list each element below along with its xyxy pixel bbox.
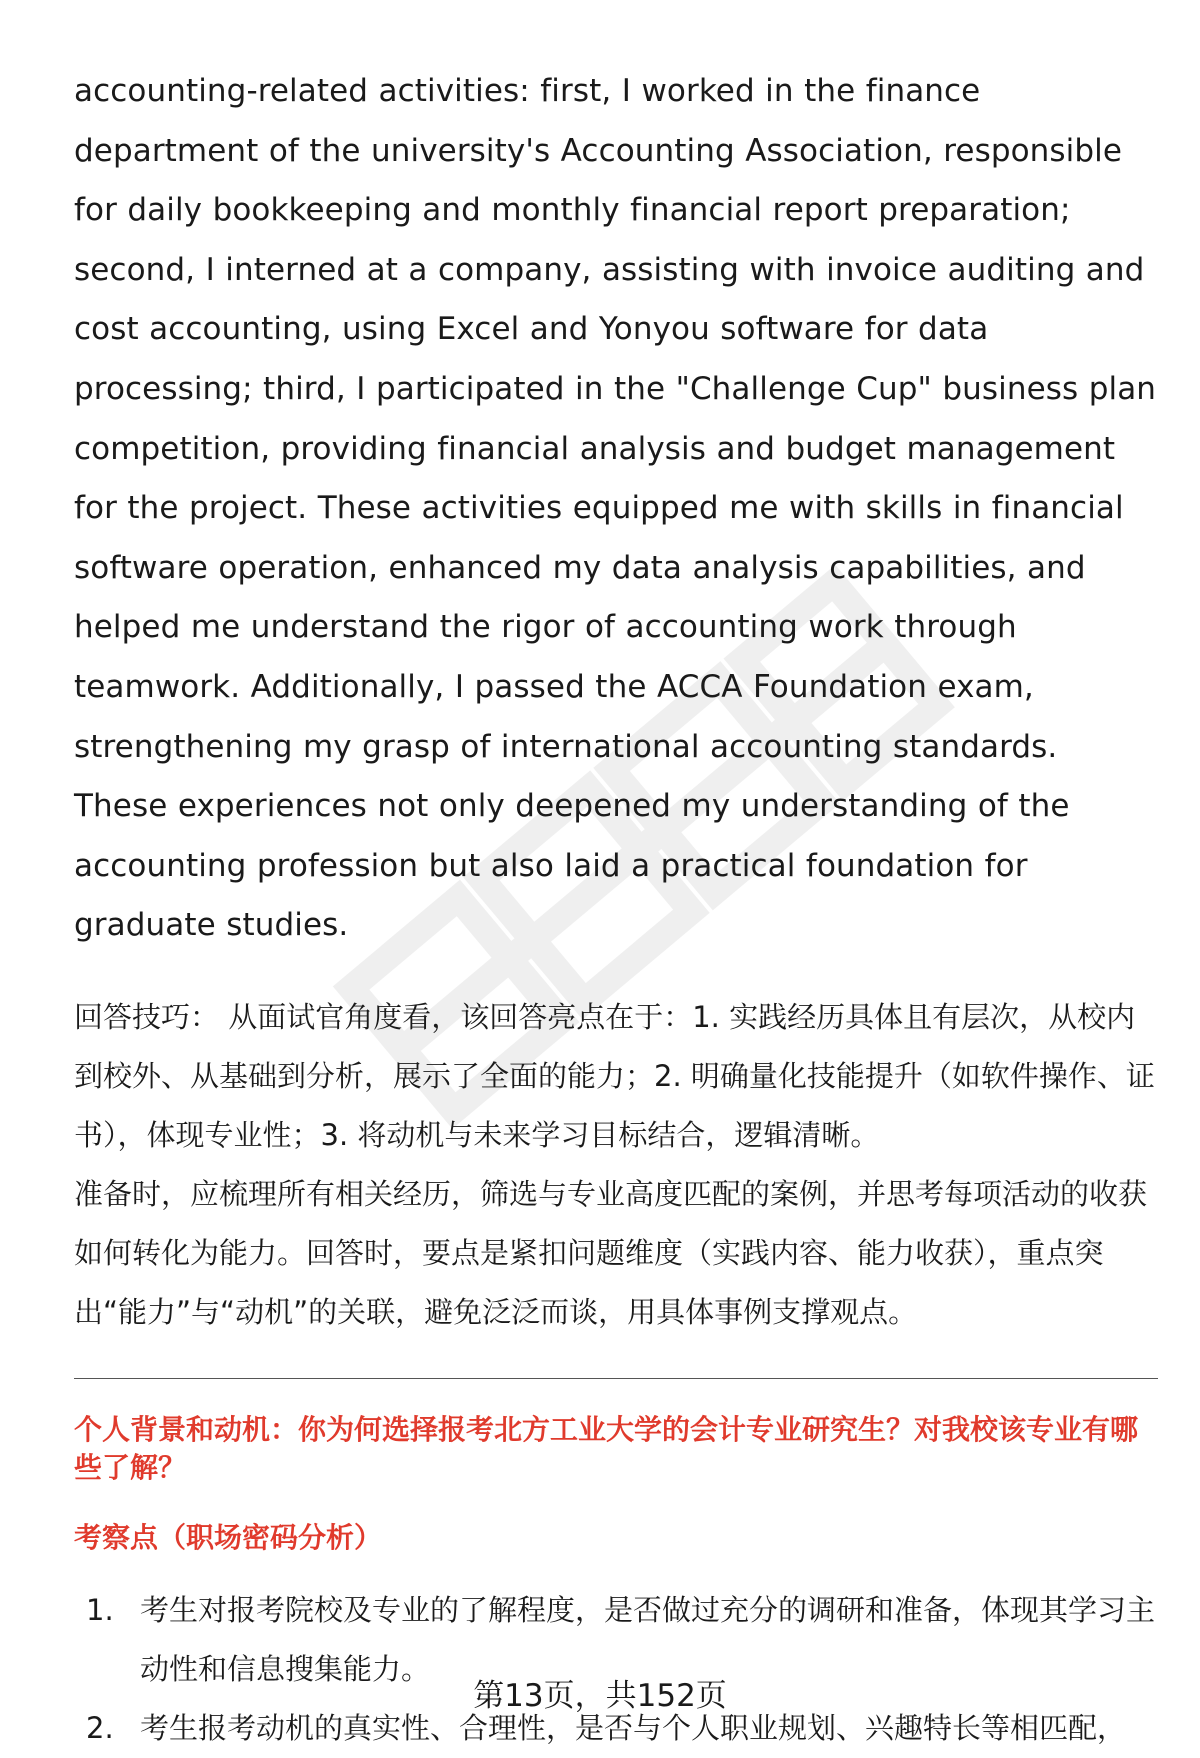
- tips-paragraph-1: 回答技巧： 从面试官角度看，该回答亮点在于：1. 实践经历具体且有层次，从校内到校外、从基础到分析，展示了全面的能力；2. 明确量化技能提升（如软件操作、证书），体现专业性；3. 将动机与未来学习目标结合，逻辑清晰。: [74, 999, 1155, 1152]
- list-item-number: 1.: [86, 1592, 114, 1627]
- list-item-number: 2.: [86, 1710, 114, 1745]
- document-page: [74, 62, 1160, 1758]
- tips-paragraph-2: 准备时，应梳理所有相关经历，筛选与专业高度匹配的案例，并思考每项活动的收获如何转化为能力。回答时，要点是紧扣问题维度（实践内容、能力收获），重点突出“能力”与“动机”的关联，避免泛泛而谈，用具体事例支撑观点。: [74, 1176, 1148, 1329]
- list-item-text: 考生报考动机的真实性、合理性，是否与个人职业规划、兴趣特长等相匹配，: [140, 1710, 1127, 1745]
- section-divider: [74, 1378, 1158, 1379]
- list-item-text: 考生对报考院校及专业的了解程度，是否做过充分的调研和准备，体现其学习主动性和信息搜集能力。: [140, 1592, 1156, 1686]
- answer-tips: [74, 988, 1160, 1342]
- question-heading: 个人背景和动机：你为何选择报考北方工业大学的会计专业研究生？对我校该专业有哪些了解？: [74, 1412, 1139, 1484]
- assessment-points-heading: 考察点（职场密码分析）: [74, 1520, 383, 1554]
- assessment-points-list: [74, 1581, 1160, 1758]
- answer-paragraph-english: accounting-related activities: first, I worked in the finance department of the university's Accounting Association, responsible for daily bookkeeping and monthly financial report preparation; second, I interned at a company, assisting with invoice auditing and cost accounting, using Excel and Yonyou software for data processing; third, I participated in the "Challenge Cup" business plan competition, providing financial analysis and budget management for the project. These activities equipped me with skills in financial software operation, enhanced my data analysis capabilities, and helped me understand the rigor of accounting work through teamwork. Additionally, I passed the ACCA Foundation exam, strengthening my grasp of international accounting standards. These experiences not only deepened my understanding of the accounting profession but also laid a practical foundation for graduate studies.: [74, 73, 1157, 944]
- page-footer: 第13页，共152页: [473, 1678, 727, 1714]
